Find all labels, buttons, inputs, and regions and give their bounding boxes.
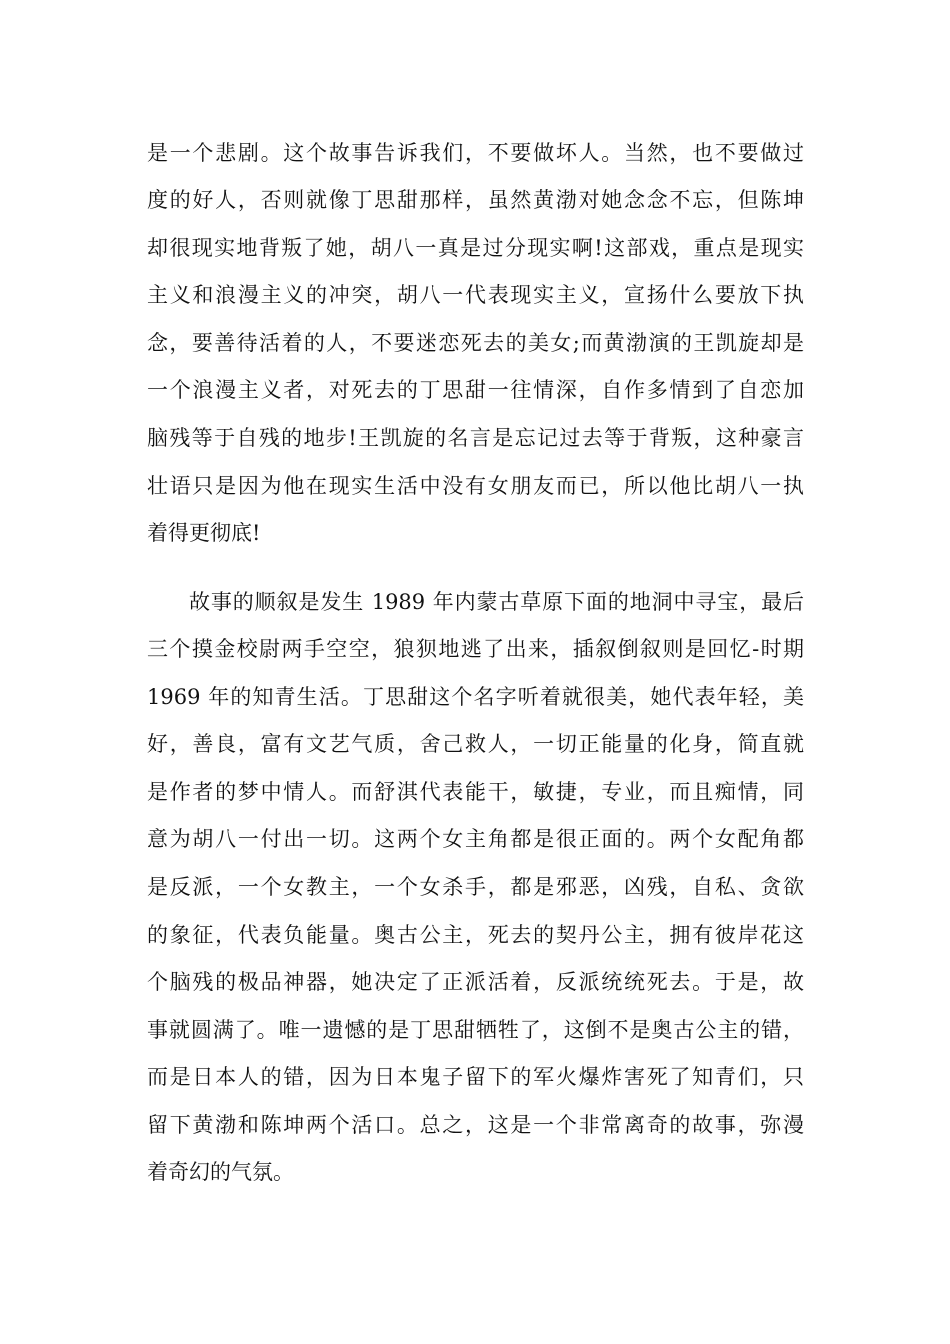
paragraph-2-line-8: 的象征，代表负能量。奥古公主，死去的契丹公主，拥有彼岸花这 [147,923,804,947]
paragraph-2-line-3: 1969 年的知青生活。丁思甜这个名字听着就很美，她代表年轻，美 [147,685,804,709]
paragraph-1-line-3: 却很现实地背叛了她，胡八一真是过分现实啊!这部戏，重点是现实 [147,236,804,260]
paragraph-1-line-9: 着得更彻底! [147,521,261,545]
paragraph-1-line-4: 主义和浪漫主义的冲突，胡八一代表现实主义，宣扬什么要放下执 [147,283,804,307]
paragraph-1-line-1: 是一个悲剧。这个故事告诉我们，不要做坏人。当然，也不要做过 [147,141,804,165]
paragraph-1-line-5: 念，要善待活着的人，不要迷恋死去的美女;而黄渤演的王凯旋却是 [147,331,804,355]
paragraph-2-line-9: 个脑残的极品神器，她决定了正派活着，反派统统死去。于是，故 [147,970,804,994]
paragraph-2-line-10: 事就圆满了。唯一遗憾的是丁思甜牺牲了，这倒不是奥古公主的错， [147,1018,804,1042]
paragraph-2-line-11: 而是日本人的错，因为日本鬼子留下的军火爆炸害死了知青们，只 [147,1065,804,1089]
paragraph-2-line-1: 故事的顺叙是发生 1989 年内蒙古草原下面的地洞中寻宝，最后 [189,590,804,614]
paragraph-2-line-4: 好，善良，富有文艺气质，舍己救人，一切正能量的化身，简直就 [147,732,804,756]
paragraph-1-line-7: 脑残等于自残的地步!王凯旋的名言是忘记过去等于背叛，这种豪言 [147,426,804,450]
paragraph-2-line-12: 留下黄渤和陈坤两个活口。总之，这是一个非常离奇的故事，弥漫 [147,1113,804,1137]
paragraph-1-line-6: 一个浪漫主义者，对死去的丁思甜一往情深，自作多情到了自恋加 [147,378,804,402]
paragraph-2-line-2: 三个摸金校尉两手空空，狼狈地逃了出来，插叙倒叙则是回忆-时期 [147,637,804,661]
paragraph-1-line-2: 度的好人，否则就像丁思甜那样，虽然黄渤对她念念不忘，但陈坤 [147,188,804,212]
paragraph-1-line-8: 壮语只是因为他在现实生活中没有女朋友而已，所以他比胡八一执 [147,474,804,498]
paragraph-2-line-5: 是作者的梦中情人。而舒淇代表能干，敏捷，专业，而且痴情，同 [147,780,804,804]
paragraph-2-line-7: 是反派，一个女教主，一个女杀手，都是邪恶，凶残，自私、贪欲 [147,875,804,899]
paragraph-2-line-13: 着奇幻的气氛。 [147,1160,294,1184]
paragraph-2-line-6: 意为胡八一付出一切。这两个女主角都是很正面的。两个女配角都 [147,827,804,851]
